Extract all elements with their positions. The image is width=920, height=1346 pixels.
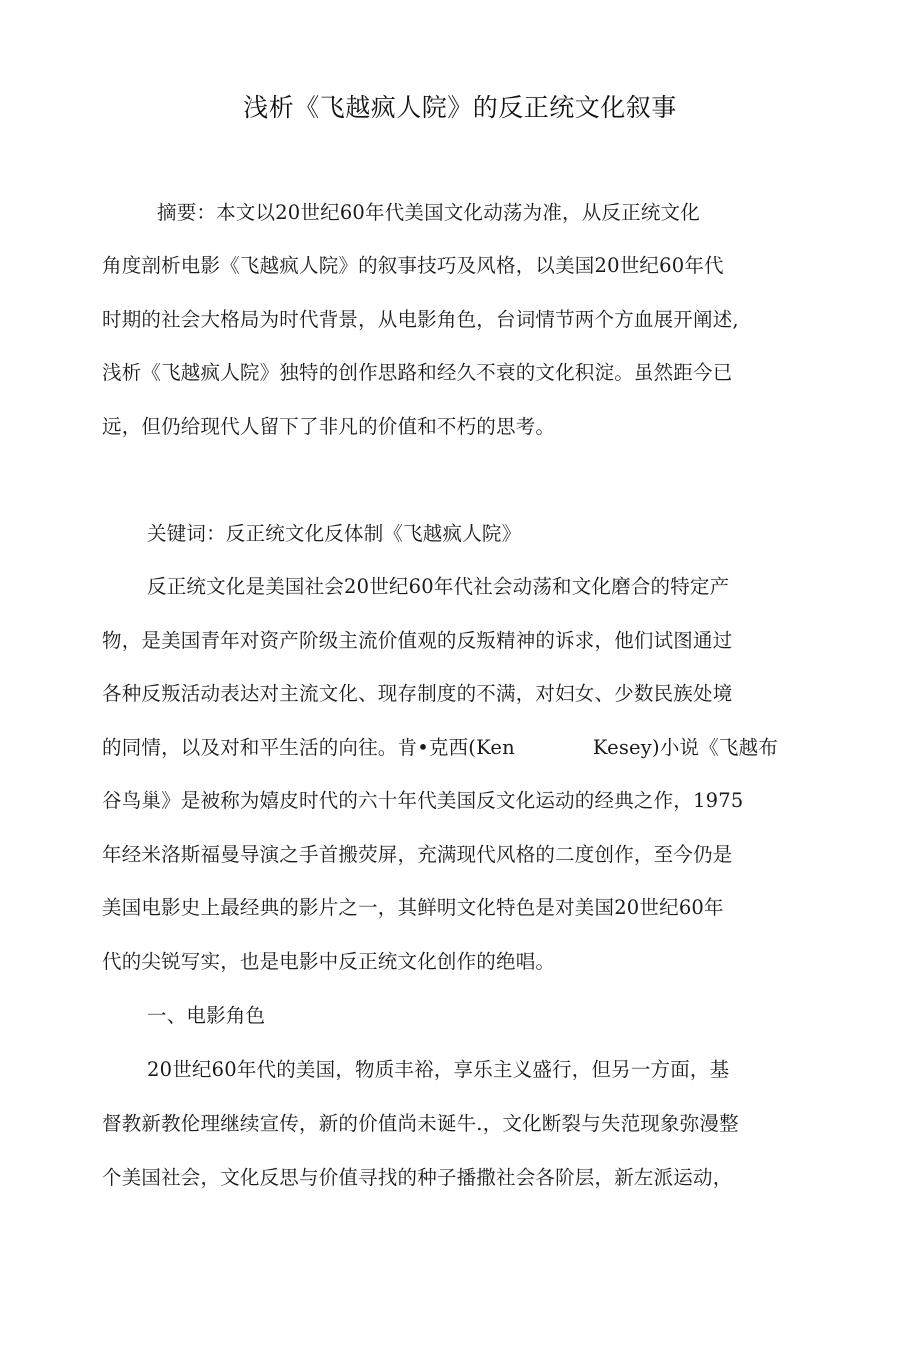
body-line: 督教新教伦理继续宣传，新的价值尚未诞牛.，文化断裂与失范现象弥漫整 — [102, 1112, 739, 1135]
body-line: 反正统文化是美国社会20世纪60年代社会动荡和文化磨合的特定产 — [147, 575, 730, 598]
body-line: 个美国社会，文化反思与价值寻找的种子播撒社会各阶层，新左派运动， — [102, 1166, 733, 1189]
abstract-line: 角度剖析电影《飞越疯人院》的叙事技巧及风格，以美国20世纪60年代 — [102, 254, 724, 277]
document-title: 浅析《飞越疯人院》的反正统文化叙事 — [243, 93, 677, 122]
body-line: 代的尖锐写实，也是电影中反正统文化创作的绝唱。 — [102, 950, 556, 973]
abstract-line: 浅析《飞越疯人院》独特的创作思路和经久不衰的文化积淀。虽然距今已 — [102, 361, 733, 384]
body-line: 20世纪60年代的美国，物质丰裕，享乐主义盛行，但另一方面，基 — [147, 1058, 730, 1081]
body-line — [102, 735, 778, 761]
body-line: 物，是美国青年对资产阶级主流价值观的反叛精神的诉求，他们试图通过 — [102, 629, 733, 652]
body-line-part: Kesey)小说《飞越布 — [592, 736, 779, 759]
body-line: 美国电影史上最经典的影片之一，其鲜明文化特色是对美国20世纪60年 — [102, 896, 724, 919]
abstract-line: 远，但仍给现代人留下了非凡的价值和不朽的思考。 — [102, 415, 556, 438]
body-line: 年经米洛斯福曼导演之手首搬荧屏，充满现代风格的二度创作，至今仍是 — [102, 843, 733, 866]
body-line-part: 的同情，以及对和平生活的向往。肯•克西(Ken — [102, 736, 515, 759]
body-line: 谷鸟巢》是被称为嬉皮时代的六十年代美国反文化运动的经典之作，1975 — [102, 789, 744, 812]
abstract-line: 时期的社会大格局为时代背景，从电影角色，台词情节两个方血展开阐述, — [102, 308, 739, 331]
keywords: 关键词：反正统文化反体制《飞越疯人院》 — [147, 522, 522, 545]
body-line: 各种反叛活动表达对主流文化、现存制度的不满，对妇女、少数民族处境 — [102, 682, 733, 705]
abstract-line: 摘要：本文以20世纪60年代美国文化动荡为准，从反正统文化 — [157, 201, 700, 224]
section-heading: 一、电影角色 — [147, 1004, 266, 1027]
